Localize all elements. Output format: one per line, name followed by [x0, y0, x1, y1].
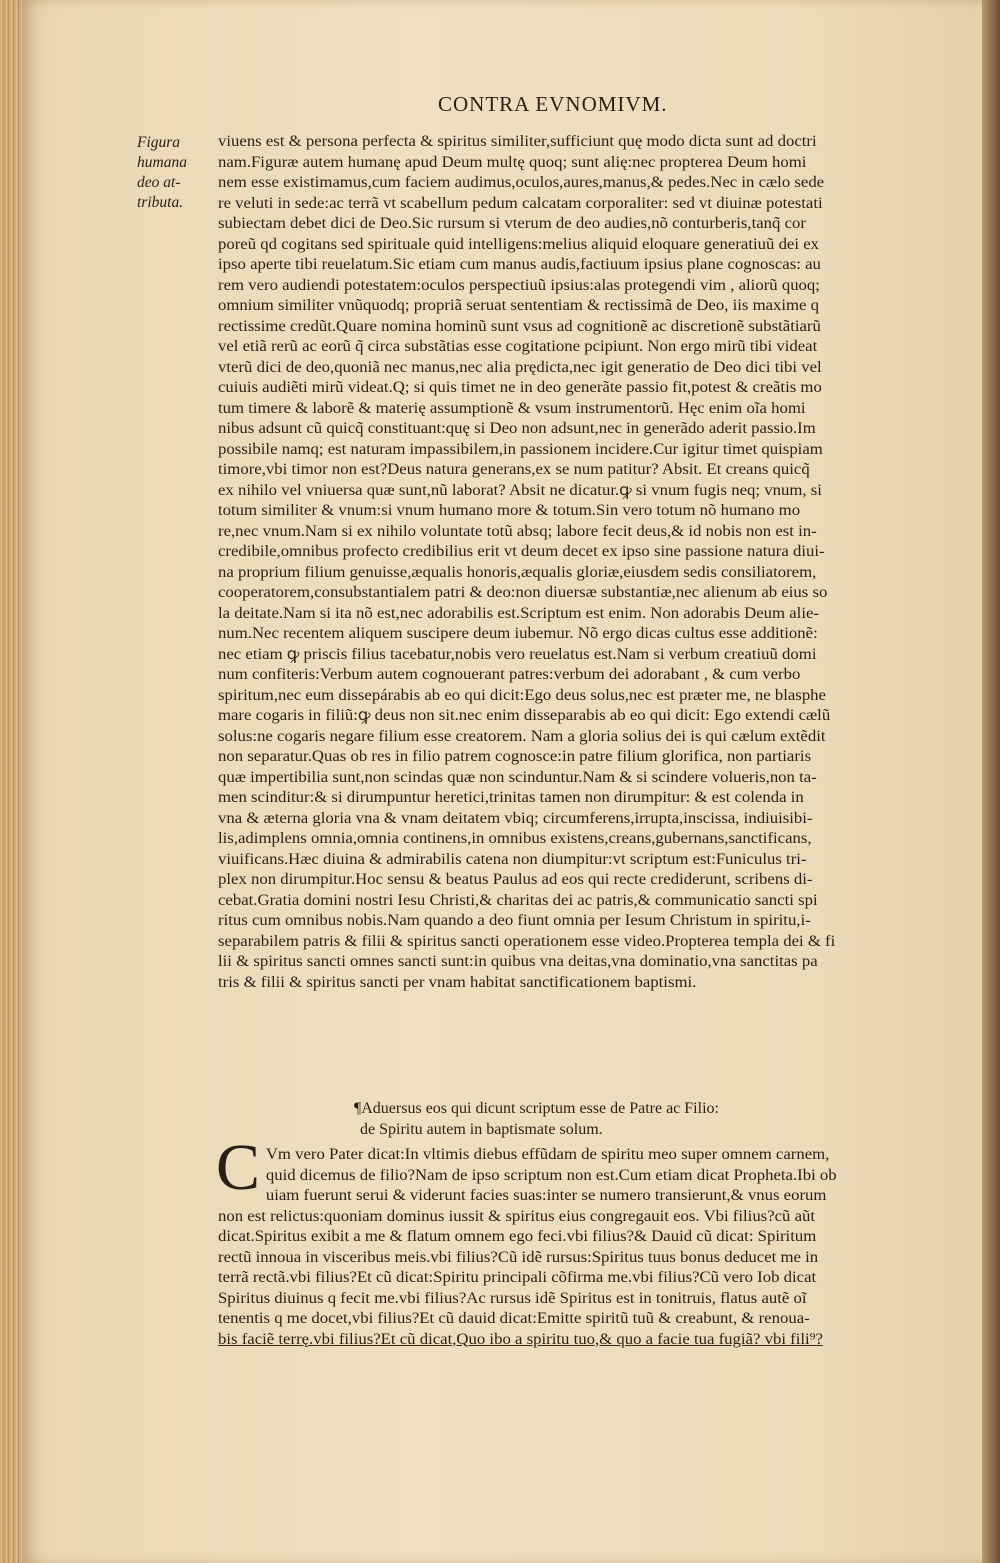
text-line: possibile namq; est naturam impassibilem,in passionem incidere.Cur igitur timet quispiam — [218, 440, 823, 458]
text-line: mare cogaris in filiũ:ꝙ deus non sit.nec enim disseparabis ab eo qui dicit: Ego extendi cælũ — [218, 707, 831, 724]
text-line: num.Nec recentem aliquem suscipere deum iubemur. Nõ ergo dicas cultus esse additionẽ: — [218, 625, 818, 642]
text-line: re veluti in sede:ac terrã vt scabellum pedum calcatam corporaliter: sed vt diuinæ potestati — [218, 194, 823, 212]
text-line: lis,adimplens omnia,omnia continens,in omnibus existens,creans,gubernans,sanctificans, — [218, 830, 812, 847]
margin-note-line: humana — [137, 154, 187, 171]
margin-note-line: deo at- — [137, 174, 181, 191]
text-line: tenentis q me docet,vbi filius?Et cũ dauid dicat:Emitte spiritũ tuũ & creabunt, & renoua- — [218, 1310, 810, 1327]
text-line: nibus adsunt cũ quicq̃ constituant:quę si Deo non adsunt,nec in generãdo aderit passio.Im — [218, 420, 816, 437]
text-line: na proprium filium genuisse,æqualis honoris,æqualis gloriæ,eiusdem sedis consiliatorem, — [218, 563, 817, 581]
text-line: ipso aperte tibi reuelatum.Sic etiam cum manus audis,factiuum ipsius plane cognoscas: au — [218, 256, 821, 273]
text-line: solus:ne cogaris negare filium esse creatorem. Nam a gloria solius dei is qui cælum extẽdit — [218, 727, 826, 745]
margin-note-line: tributa. — [137, 194, 184, 211]
section-rubric — [354, 1098, 719, 1140]
book-binding — [982, 0, 1000, 1563]
text-line: credibile,omnibus profecto credibilius erit vt deum decet ex ipso sine passione natura diui- — [218, 543, 825, 560]
text-line: viuificans.Hæc diuina & admirabilis catena non diumpitur:vt scriptum est:Funiculus tri- — [218, 850, 807, 868]
text-line: nam.Figuræ autem humanę apud Deum multę quoq; sunt alię:nec propterea Deum homi — [218, 153, 807, 171]
text-line: rem vero audiendi potestatem:oculos perspectiuũ ipsius:alas protegendi vim , aliorũ quoq; — [218, 276, 820, 294]
text-line: non separatur.Quas ob res in filio patrem cognosce:in patre filium glorifica, non partiaris — [218, 748, 812, 765]
text-line: subiectam debet dici de Deo.Sic rursum si vterum de deo audies,nõ conturberis,tanq̃ cor — [218, 215, 806, 232]
text-line: omnium similiter vnũquodq; propriã seruat sententiam & rectissimã de Deo, iis maxime q — [218, 297, 820, 314]
text-line: ritus cum omnibus nobis.Nam quando a deo fiunt omnia per Iesum Christum in spiritu,i- — [218, 912, 811, 929]
main-text-block — [218, 132, 953, 993]
text-line: non est relictus:quoniam dominus iussit & spiritus eius congregauit eos. Vbi filius?cũ aũt — [218, 1207, 816, 1225]
text-line: quid dicemus de filio?Nam de ipso scriptum non est.Cum etiam dicat Propheta.Ibi ob — [265, 1166, 837, 1184]
text-line: terrã rectã.vbi filius?Et cũ dicat:Spiritu principali cõfirma me.vbi filius?Cũ vero Iob dicat — [218, 1269, 817, 1286]
text-line: rectũ innoua in visceribus meis.vbi filius?Cũ idẽ rursus:Spiritus tuus bonus deducet me in — [218, 1248, 819, 1266]
margin-note-line: Figura — [137, 134, 181, 151]
rubric-line: de Spiritu autem in baptismate solum. — [360, 1121, 603, 1138]
text-line: vna & æterna gloria vna & vnam deitatem vbiq; circumferens,irrupta,inscissa, indiuisibi- — [218, 809, 813, 827]
text-line: lii & spiritus sancti omnes sancti sunt:in quibus vna deitas,vna dominatio,vna sanctitas pa — [218, 953, 818, 970]
text-line: plex non dirumpitur.Hoc sensu & beatus Paulus ad eos qui recte crediderunt, scribens di- — [218, 871, 813, 888]
text-line: cooperatorem,consubstantialem patri & deo:non diuersæ substantiæ,nec alienum ab eius so — [218, 584, 828, 601]
text-line: re,nec vnum.Nam si ex nihilo voluntate totũ absq; labore fecit deus,& id nobis non est in- — [218, 522, 817, 540]
text-line: separabilem patris & filii & spiritus sancti operationem esse video.Propterea templa dei & fi — [218, 932, 836, 950]
margin-note — [137, 133, 207, 213]
text-line: nem esse existimamus,cum faciem audimus,oculos,aures,manus,& pedes.Nec in cælo sede — [218, 174, 825, 191]
text-line: vel etiã rerũ ac eorũ q̃ circa substãtias esse cogitatione pcipiunt. Non ergo mirũ tibi videat — [218, 338, 818, 355]
text-line: cuiuis audiẽti mirũ videat.Q; si quis timet ne in deo generãte passio fit,potest & creãtis mo — [218, 379, 822, 396]
text-line: vterũ dici de deo,quoniã nec manus,nec alia prędicta,nec igit generatio de Deo dici tibi vel — [218, 358, 822, 376]
text-line: ex nihilo vel vniuersa quæ sunt,nũ laborat? Absit ne dicatur.ꝙ si vnum fugis neq; vnum, si — [218, 481, 822, 499]
text-line: spiritum,nec eum dissepárabis ab eo qui dicit:Ego deus solus,nec est præter me, ne blasphe — [218, 686, 826, 704]
text-line: rectissime credũt.Quare nomina hominũ sunt vsus ad cognitionẽ ac discretionẽ substãtiarũ — [218, 317, 821, 335]
text-line: la deitate.Nam si ita nõ est,nec adorabilis est.Scriptum est enim. Non adorabis Deum alie- — [218, 604, 819, 622]
page-edge-left — [0, 0, 22, 1563]
running-head: CONTRA EVNOMIVM. — [438, 92, 668, 116]
text-line: men scinditur:& si dirumpuntur heretici,trinitas tamen non dirumpitur: & est colenda in — [218, 789, 804, 806]
text-line: poreũ qd cogitans sed spirituale quid intelligens:melius aliquid eloquare generatiuũ dei ex — [218, 235, 820, 253]
text-line: quæ impertibilia sunt,non scindas quæ non scinduntur.Nam & si scindere volueris,non ta- — [218, 768, 817, 786]
text-line: tum timere & laborẽ & materię assumptionẽ & vsum instrumentorũ. Hęc enim oĩa homi — [218, 399, 806, 417]
text-line: tris & filii & spiritus sancti per vnam habitat sanctificationem baptismi. — [218, 973, 697, 991]
drop-capital: C — [216, 1131, 261, 1204]
text-line: Spiritus diuinus q fecit me.vbi filius?Ac rursus idẽ Spiritus est in tonitruis, flatus autẽ oĩ — [218, 1289, 807, 1307]
text-line: timore,vbi timor non est?Deus natura generans,ex se num patitur? Absit. Et creans quicq̃ — [218, 461, 810, 478]
text-line: viuens est & persona perfecta & spiritus similiter,sufficiunt quę modo dicta sunt ad doctri — [218, 133, 817, 150]
rubric-line: ¶Aduersus eos qui dicunt scriptum esse de Patre ac Filio: — [354, 1100, 719, 1117]
text-line: num confiteris:Verbum autem cognouerant patres:verbum dei adorabant , & cum verbo — [218, 666, 801, 683]
second-paragraph — [218, 1145, 953, 1350]
text-line: totum similiter & vnum:si vnum humano more & totum.Sin vero totum nõ humano mo — [218, 502, 801, 519]
text-line: Vm vero Pater dicat:In vltimis diebus effũdam de spiritu meo super omnem carnem, — [265, 1146, 830, 1163]
text-line: uiam fuerunt serui & viderunt facies suas:inter se numero transierunt,& vnus eorum — [265, 1187, 827, 1204]
text-line: cebat.Gratia domini nostri Iesu Christi,& charitas dei ac patris,& communicatio sancti spi — [218, 891, 818, 909]
text-line: dicat.Spiritus exibit a me & flatum omnem ego feci.vbi filius?& Dauid cũ dicat: Spiritum — [218, 1228, 817, 1245]
text-line: nec etiam ꝙ priscis filius tacebatur,nobis vero reuelatus est.Nam si verbum creatiuũ domi — [218, 645, 817, 663]
text-line: bis faciẽ terrę.vbi filius?Et cũ dicat,Quo ibo a spiritu tuo,& quo a facie tua fugiã? vbi fili⁹? — [218, 1330, 823, 1348]
